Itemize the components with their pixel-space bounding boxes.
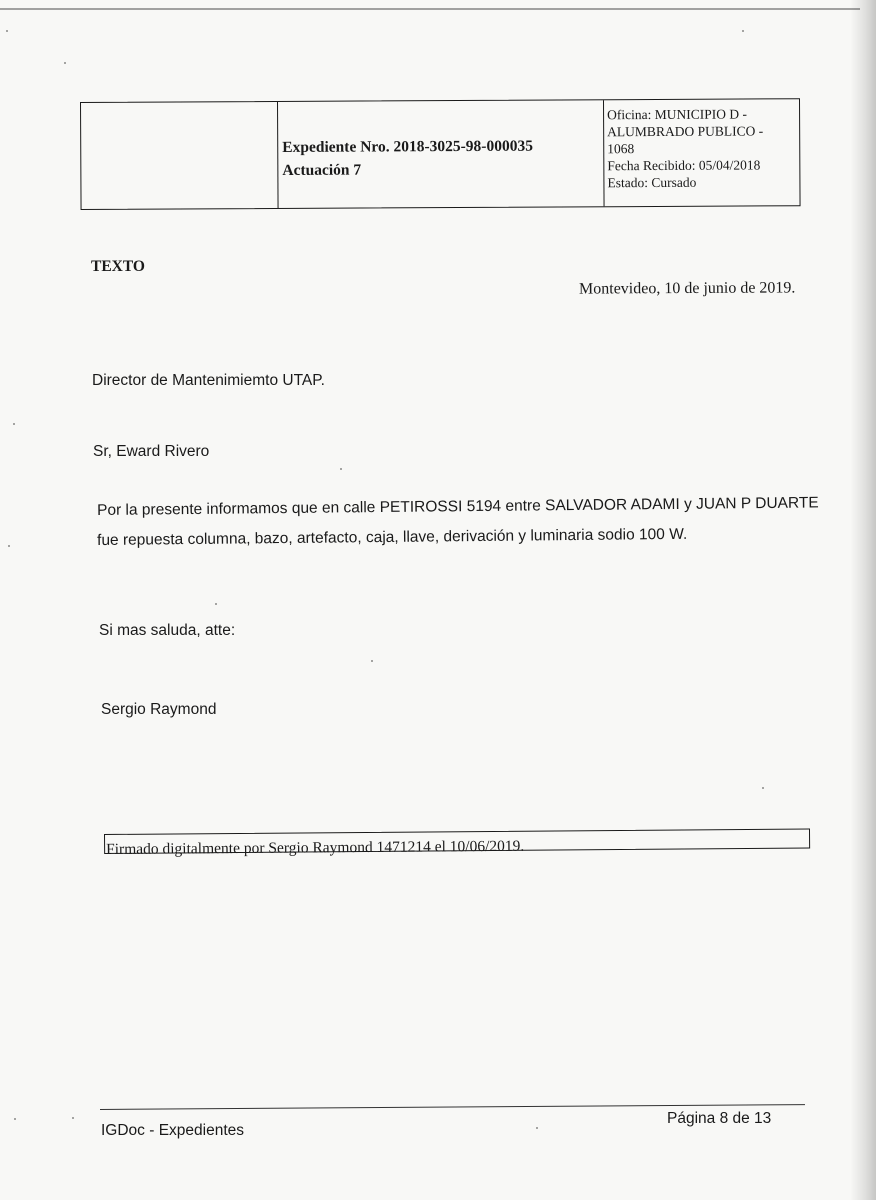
body-paragraph-line-1: Por la presente informamos que en calle PETIROSSI 5194 entre SALVADOR ADAMI y JUAN P DUARTE [97,494,819,519]
fecha-recibido: Fecha Recibido: 05/04/2018 [607,157,761,174]
scan-speck [340,468,342,470]
scan-top-edge [0,8,860,10]
header-empty-cell [81,102,279,209]
signer-name: Sergio Raymond [101,701,217,718]
letter-date: Montevideo, 10 de junio de 2019. [578,279,796,298]
digital-signature-text: Firmado digitalmente por Sergio Raymond 1471214 el 10/06/2019. [106,837,525,858]
document-header-table [80,98,801,210]
body-paragraph-line-2: fue repuesta columna, bazo, artefacto, caja, llave, derivación y luminaria sodio 100 W. [97,525,688,549]
header-office-cell [604,99,800,206]
section-heading: TEXTO [91,258,145,275]
scan-speck [8,545,10,547]
scan-speck [6,30,8,32]
closing-line: Si mas saluda, atte: [99,622,236,639]
scan-speck [371,660,373,662]
actuacion-number: Actuación 7 [282,161,362,179]
scan-speck [64,62,66,64]
oficina-line-3: 1068 [607,141,635,157]
recipient-title: Director de Mantenimiemto UTAP. [92,372,325,389]
oficina-line-1: Oficina: MUNICIPIO D - [607,106,747,123]
scan-speck [536,1127,538,1129]
recipient-name: Sr, Eward Rivero [93,443,210,460]
scan-edge-shadow [850,0,876,1200]
footer-page-number: Página 8 de 13 [667,1110,772,1127]
scan-speck [14,1118,16,1120]
scan-speck [742,30,744,32]
estado: Estado: Cursado [607,174,697,191]
header-case-cell [278,100,605,208]
scan-speck [215,603,217,605]
scan-speck [762,787,764,789]
oficina-line-2: ALUMBRADO PUBLICO - [607,123,764,140]
scan-speck [13,423,15,425]
footer-app-name: IGDoc - Expedientes [101,1122,245,1139]
scan-speck [72,1117,74,1119]
expediente-number: Expediente Nro. 2018-3025-98-000035 [282,137,534,156]
